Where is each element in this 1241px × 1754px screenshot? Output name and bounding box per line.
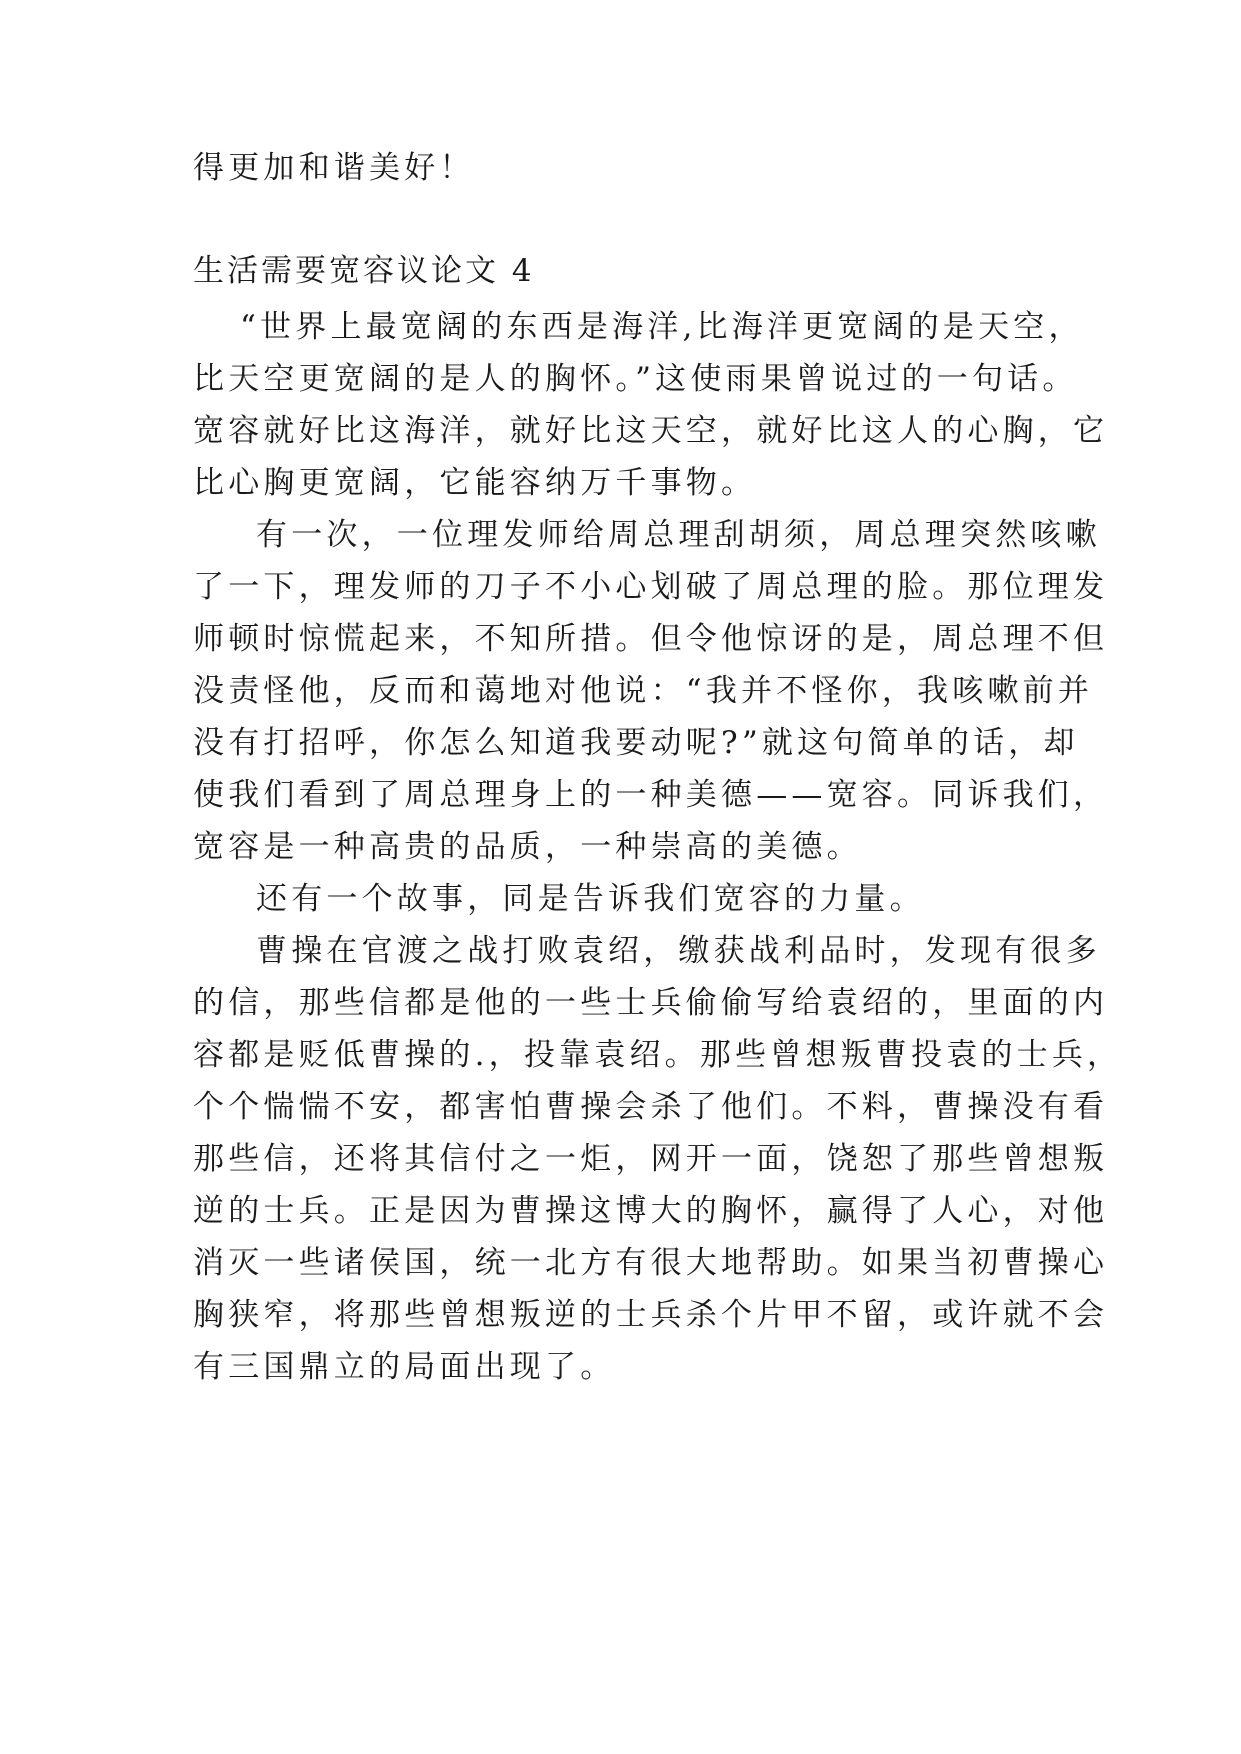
paragraph-line: 容都是贬低曹操的.，投靠袁绍。那些曾想叛曹投袁的士兵，: [193, 1037, 1123, 1073]
paragraph-line: 没责怪他，反而和蔼地对他说：“我并不怪你，我咳嗽前并: [193, 673, 1094, 709]
paragraph-line: 消灭一些诸侯国，统一北方有很大地帮助。如果当初曹操心: [193, 1245, 1109, 1281]
paragraph-line: 逆的士兵。正是因为曹操这博大的胸怀，赢得了人心，对他: [193, 1193, 1109, 1229]
essay-title: 生活需要宽容议论文 4: [193, 253, 535, 289]
paragraph-line: 曹操在官渡之战打败袁绍，缴获战利品时，发现有很多: [256, 933, 1101, 969]
paragraph-line: 师顿时惊慌起来，不知所措。但令他惊讶的是，周总理不但: [193, 621, 1109, 657]
paragraph-line: 那些信，还将其信付之一炬，网开一面，饶恕了那些曾想叛: [193, 1141, 1109, 1177]
paragraph-line: 个个惴惴不安，都害怕曹操会杀了他们。不料，曹操没有看: [193, 1089, 1109, 1125]
paragraph-line: 胸狭窄，将那些曾想叛逆的士兵杀个片甲不留，或许就不会: [193, 1297, 1109, 1333]
paragraph-line: 没有打招呼，你怎么知道我要动呢?”就这句简单的话，却: [193, 725, 1079, 761]
paragraph-line: 宽容就好比这海洋，就好比这天空，就好比这人的心胸，它: [193, 413, 1109, 449]
paragraph-line: 宽容是一种高贵的品质，一种崇高的美德。: [193, 829, 862, 865]
paragraph-line: 有一次，一位理发师给周总理刮胡须，周总理突然咳嗽: [256, 517, 1101, 553]
paragraph-line: 使我们看到了周总理身上的一种美德——宽容。同诉我们，: [193, 777, 1109, 813]
paragraph-line: 了一下，理发师的刀子不小心划破了周总理的脸。那位理发: [193, 569, 1109, 605]
paragraph-line: 有三国鼎立的局面出现了。: [193, 1349, 616, 1385]
paragraph-line: 比心胸更宽阔，它能容纳万千事物。: [193, 465, 757, 501]
paragraph-line: 比天空更宽阔的是人的胸怀。”这使雨果曾说过的一句话。: [193, 361, 1078, 397]
paragraph-line: 的信，那些信都是他的一些士兵偷偷写给袁绍的，里面的内: [193, 985, 1109, 1021]
continuation-line: 得更加和谐美好！: [193, 150, 475, 186]
paragraph-line: 还有一个故事，同是告诉我们宽容的力量。: [256, 881, 925, 917]
paragraph-line: “世界上最宽阔的东西是海洋,比海洋更宽阔的是天空，: [240, 309, 1084, 345]
